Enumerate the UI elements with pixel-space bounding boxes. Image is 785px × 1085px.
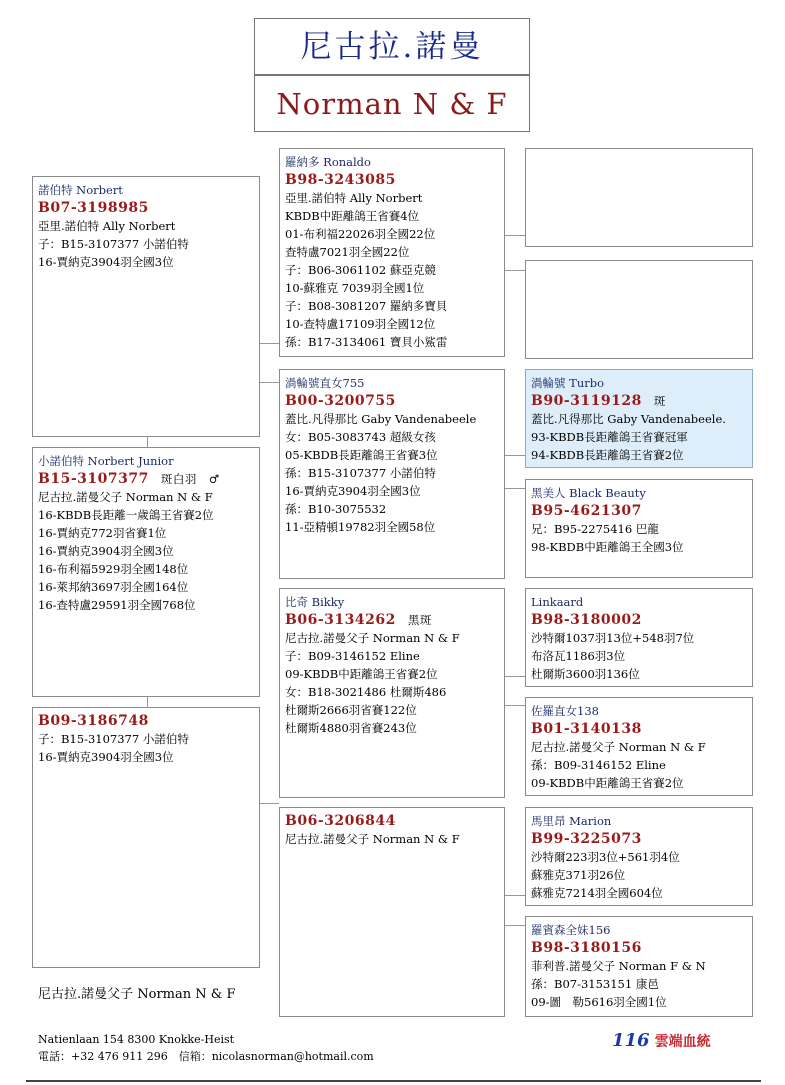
bird-info-line: 16-萊邦納3697羽全國164位 (38, 580, 189, 594)
ring-number: B98-3180002 (531, 612, 642, 628)
ring-number: B07-3198985 (38, 200, 149, 216)
bird-name: 馬里昂 Marion (531, 814, 612, 828)
logo-number: 116 (612, 1030, 650, 1051)
ring-number: B15-3107377 (38, 471, 149, 487)
bird-info-line: 子：B15-3107377 小諾伯特 (38, 237, 189, 251)
bird-info-line: 16-賈納克3904羽全國3位 (285, 484, 421, 498)
ring-line (285, 611, 499, 629)
connector (147, 697, 148, 707)
bottom-divider (26, 1080, 761, 1082)
pedigree-card-gen3-2 (525, 260, 753, 359)
bird-info-line: 10-蘇雅克 7039羽全國1位 (285, 281, 425, 295)
ring-line (38, 470, 254, 488)
bird-name: Linkaard (531, 595, 584, 609)
bird-name: 渦輪號 Turbo (531, 376, 605, 390)
connector (505, 705, 525, 706)
bird-info-line: 女：B18-3021486 杜爾斯486 (285, 685, 447, 699)
bird-info-line: 子：B08-3081207 羅納多寶貝 (285, 299, 448, 313)
bird-info-line: 蘇雅克371羽26位 (531, 868, 626, 882)
bird-info-line: 11-亞精頓19782羽全國58位 (285, 520, 436, 534)
bird-info-line: 菲利普.諾曼父子 Norman F & N (531, 959, 706, 973)
bird-info-line: 05-KBDB長距離鴿王省賽3位 (285, 448, 438, 462)
bird-info-line: 16-賈納克772羽省賽1位 (38, 526, 167, 540)
bird-name: 佐羅直女138 (531, 704, 599, 718)
bird-info-line: 尼古拉.諾曼父子 Norman N & F (285, 832, 460, 846)
bird-info-line: 孫：B07-3153151 康邑 (531, 977, 659, 991)
page-title-en: Norman N & F (276, 87, 508, 121)
connector (260, 343, 279, 344)
bird-info-line: 孫：B17-3134061 寶貝小鯊雷 (285, 335, 448, 349)
breeder-name: 尼古拉.諾曼父子 Norman N & F (38, 987, 236, 1002)
bird-info-line: 蘇雅克7214羽全國604位 (531, 886, 663, 900)
bird-info-line: 布洛瓦1186羽3位 (531, 649, 626, 663)
bird-info-line: 16-賈納克3904羽全國3位 (38, 750, 174, 764)
bird-info-line: 蓋比.凡得那比 Gaby Vandenabeele (285, 412, 477, 426)
ring-number: B90-3119128 (531, 393, 642, 409)
bird-info-line: 09-圖 勒5616羽全國1位 (531, 995, 667, 1009)
pedigree-card-gen2-3 (279, 588, 505, 798)
bird-info-line: 10-查特盧17109羽全國12位 (285, 317, 436, 331)
bird-info-line: 沙特爾1037羽13位+548羽7位 (531, 631, 695, 645)
pedigree-card-gen3-4 (525, 479, 753, 578)
bird-name: 羅納多 Ronaldo (285, 155, 371, 169)
pedigree-card-gen2-1 (279, 148, 505, 357)
bird-color-sex: 斑白羽 ♂ (160, 472, 220, 486)
bird-info-line: KBDB中距離鴿王省賽4位 (285, 209, 420, 223)
bird-info-line: 亞里.諾伯特 Ally Norbert (285, 191, 423, 205)
pedigree-card-gen3-5 (525, 588, 753, 687)
connector (505, 270, 525, 271)
bird-info-line: 01-布利福22026羽全國22位 (285, 227, 436, 241)
bird-info-line: 蓋比.凡得那比 Gaby Vandenabeele. (531, 412, 726, 426)
bird-info-line: 沙特爾223羽3位+561羽4位 (531, 850, 680, 864)
pedigree-card-gen3-1 (525, 148, 753, 247)
pedigree-card-sire (32, 176, 260, 437)
connector (505, 895, 525, 896)
page-title-cn: 尼古拉.諾曼 (300, 29, 484, 65)
bird-info-line: 孫：B15-3107377 小諾伯特 (285, 466, 436, 480)
bird-name: 比奇 Bikky (285, 595, 345, 609)
title-box-en (254, 75, 530, 132)
breeder-contact: 電話：+32 476 911 296 信箱：nicolasnorman@hotmail.com (38, 1050, 374, 1063)
title-box-cn (254, 18, 530, 75)
bird-info-line: 94-KBDB長距離鴿王省賽2位 (531, 448, 684, 462)
breeder-address: Natienlaan 154 8300 Knokke-Heist (38, 1033, 235, 1046)
bird-info-line: 尼古拉.諾曼父子 Norman N & F (531, 740, 706, 754)
bird-info-line: 杜爾斯2666羽省賽122位 (285, 703, 417, 717)
connector (260, 803, 279, 804)
pedigree-card-subject (32, 447, 260, 697)
bird-info-line: 16-賈納克3904羽全國3位 (38, 255, 174, 269)
ring-number: B99-3225073 (531, 831, 642, 847)
bird-info-line: 孫：B10-3075532 (285, 502, 387, 516)
ring-number: B09-3186748 (38, 713, 149, 729)
pedigree-card-gen2-4 (279, 807, 505, 1017)
ring-number: B98-3243085 (285, 172, 396, 188)
bird-name: 黑美人 Black Beauty (531, 486, 646, 500)
bird-info-line: 16-查特盧29591羽全國768位 (38, 598, 196, 612)
bird-info-line: 子：B09-3146152 Eline (285, 649, 420, 663)
bird-name: 羅賓森全妹156 (531, 923, 611, 937)
bird-name: 諾伯特 Norbert (38, 183, 123, 197)
pedigree-card-gen2-2 (279, 369, 505, 579)
connector (505, 676, 525, 677)
bird-color: 黑斑 (407, 613, 432, 627)
bird-name: 渦輪號直女755 (285, 376, 365, 390)
connector (505, 488, 525, 489)
pedigree-card-gen3-3 (525, 369, 753, 468)
pedigree-card-dam (32, 707, 260, 968)
connector (147, 437, 148, 447)
bird-info-line: 93-KBDB長距離鴿王省賽冠軍 (531, 430, 688, 444)
ring-line (531, 392, 747, 410)
bird-info-line: 兄：B95-2275416 巴龍 (531, 522, 659, 536)
bird-name: 小諾伯特 Norbert Junior (38, 454, 174, 468)
pedigree-card-gen3-6 (525, 697, 753, 796)
ring-number: B00-3200755 (285, 393, 396, 409)
bird-info-line: 尼古拉.諾曼父子 Norman N & F (285, 631, 460, 645)
bird-info-line: 杜爾斯4880羽省賽243位 (285, 721, 417, 735)
bird-info-line: 杜爾斯3600羽136位 (531, 667, 640, 681)
ring-number: B06-3206844 (285, 813, 396, 829)
bird-info-line: 16-KBDB長距離一歲鴿王省賽2位 (38, 508, 214, 522)
ring-number: B01-3140138 (531, 721, 642, 737)
logo-text: 雲端血統 (654, 1034, 711, 1050)
ring-number: B95-4621307 (531, 503, 642, 519)
bird-info-line: 女：B05-3083743 超級女孩 (285, 430, 436, 444)
bird-info-line: 09-KBDB中距離鴿王省賽2位 (285, 667, 438, 681)
site-logo (612, 1030, 732, 1056)
pedigree-card-gen3-7 (525, 807, 753, 906)
bird-info-line: 16-賈納克3904羽全國3位 (38, 544, 174, 558)
connector (505, 235, 525, 236)
bird-info-line: 孫：B09-3146152 Eline (531, 758, 666, 772)
bird-color: 斑 (653, 394, 666, 408)
bird-info-line: 子：B15-3107377 小諾伯特 (38, 732, 189, 746)
connector (505, 455, 525, 456)
bird-info-line: 亞里.諾伯特 Ally Norbert (38, 219, 176, 233)
connector (260, 382, 279, 383)
pedigree-card-gen3-8 (525, 916, 753, 1017)
bird-info-line: 09-KBDB中距離鴿王省賽2位 (531, 776, 684, 790)
bird-info-line: 16-布利福5929羽全國148位 (38, 562, 189, 576)
connector (505, 925, 525, 926)
bird-info-line: 查特盧7021羽全國22位 (285, 245, 410, 259)
ring-number: B06-3134262 (285, 612, 396, 628)
bird-info-line: 子：B06-3061102 蘇亞克競 (285, 263, 436, 277)
ring-number: B98-3180156 (531, 940, 642, 956)
bird-info-line: 98-KBDB中距離鴿王全國3位 (531, 540, 684, 554)
bird-info-line: 尼古拉.諾曼父子 Norman N & F (38, 490, 213, 504)
